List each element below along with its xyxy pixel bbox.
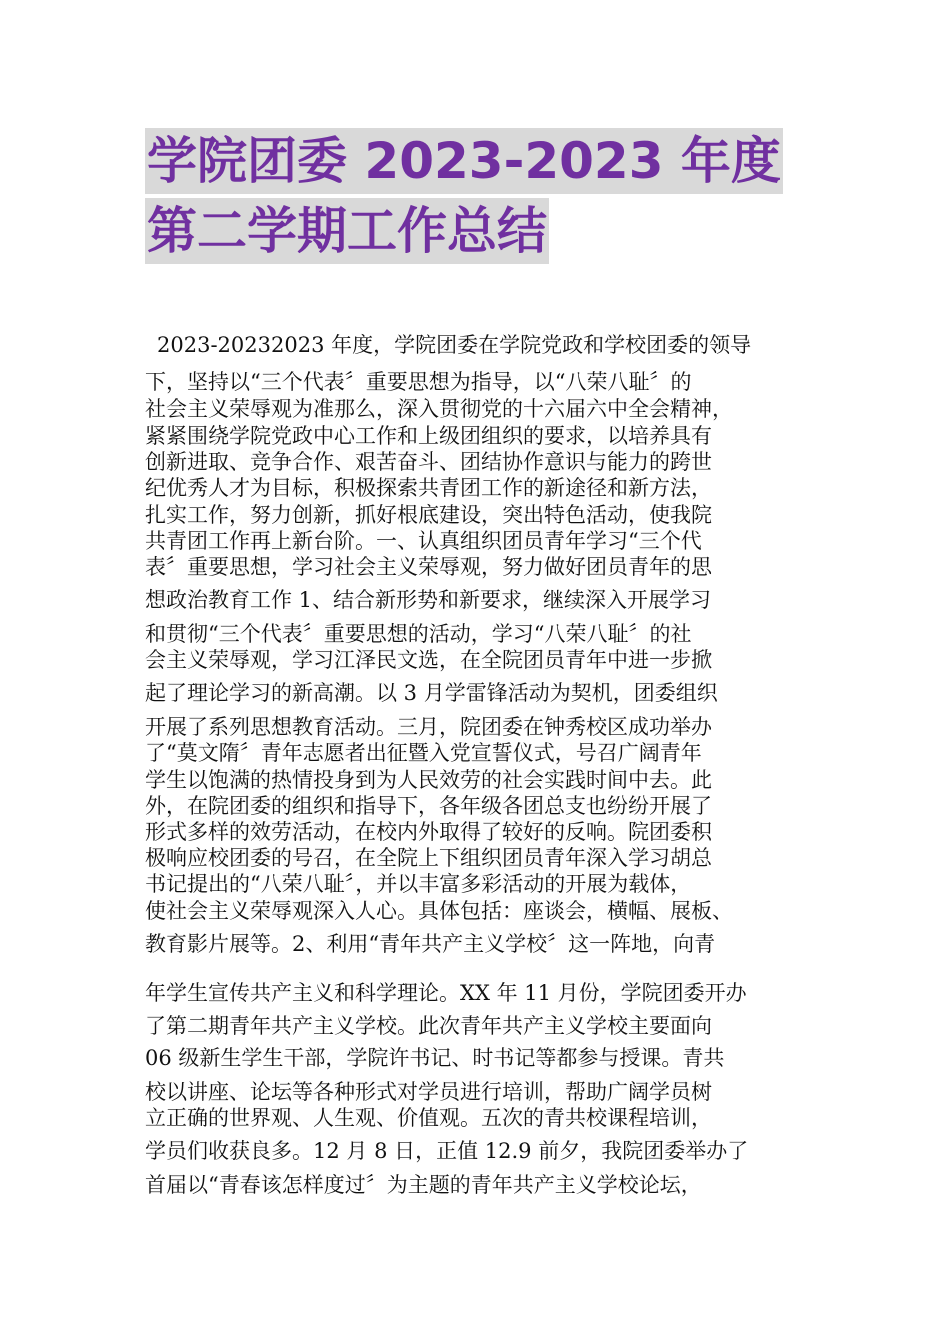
body-line: 校以讲座、论坛等各种形式对学员进行培训，帮助广阔学员树: [145, 1080, 712, 1104]
body-line: 06 级新生学生干部，学院许书记、时书记等都参与授课。青共: [145, 1046, 725, 1070]
body-line: 共青团工作再上新台阶。一、认真组织团员青年学习“三个代: [145, 529, 702, 553]
body-line: 立正确的世界观、人生观、价值观。五次的青共校课程培训，: [145, 1106, 712, 1130]
body-line: 扎实工作，努力创新，抓好根底建设，突出特色活动，使我院: [145, 503, 712, 527]
body-line: 表〞重要思想，学习社会主义荣辱观，努力做好团员青年的思: [145, 555, 712, 579]
body-line: 开展了系列思想教育活动。三月，院团委在钟秀校区成功举办: [145, 715, 712, 739]
body-line: 教育影片展等。2、利用“青年共产主义学校〞这一阵地，向青: [145, 932, 716, 956]
document-title: [145, 128, 845, 268]
body-line: 首届以“青春该怎样度过〞为主题的青年共产主义学校论坛，: [145, 1173, 702, 1197]
body-line: 年学生宣传共产主义和科学理论。XX 年 11 月份，学院团委开办: [145, 981, 747, 1005]
body-line: 了第二期青年共产主义学校。此次青年共产主义学校主要面向: [145, 1014, 712, 1038]
body-line: 和贯彻“三个代表〞重要思想的活动，学习“八荣八耻〞的社: [145, 622, 692, 646]
body-line: 书记提出的“八荣八耻〞，并以丰富多彩活动的开展为载体，: [145, 872, 692, 896]
body-line: 起了理论学习的新高潮。以 3 月学雷锋活动为契机，团委组织: [145, 681, 718, 705]
body-line: 纪优秀人才为目标，积极探索共青团工作的新途径和新方法，: [145, 476, 712, 500]
body-line: 学员们收获良多。12 月 8 日，正值 12.9 前夕，我院团委举办了: [145, 1139, 749, 1163]
body-line: 学生以饱满的热情投身到为人民效劳的社会实践时间中去。此: [145, 768, 712, 792]
body-line: 社会主义荣辱观为准那么，深入贯彻党的十六届六中全会精神，: [145, 397, 733, 421]
body-line: 会主义荣辱观，学习江泽民文选，在全院团员青年中进一步掀: [145, 648, 712, 672]
body-line: 了“莫文隋〞青年志愿者出征暨入党宣誓仪式，号召广阔青年: [145, 741, 702, 765]
title-line-2: 第二学期工作总结: [145, 198, 549, 264]
title-line-1: 学院团委 2023-2023 年度: [145, 128, 783, 194]
body-line: 紧紧围绕学院党政中心工作和上级团组织的要求，以培养具有: [145, 424, 712, 448]
body-line: 形式多样的效劳活动，在校内外取得了较好的反响。院团委积: [145, 820, 712, 844]
body-line: 下，坚持以“三个代表〞重要思想为指导，以“八荣八耻〞的: [145, 370, 692, 394]
body-line: 使社会主义荣辱观深入人心。具体包括：座谈会，横幅、展板、: [145, 899, 733, 923]
body-line: 极响应校团委的号召，在全院上下组织团员青年深入学习胡总: [145, 846, 712, 870]
body-line: 想政治教育工作 1、结合新形势和新要求，继续深入开展学习: [145, 588, 712, 612]
body-line: 创新进取、竞争合作、艰苦奋斗、团结协作意识与能力的跨世: [145, 450, 712, 474]
body-line: 外，在院团委的组织和指导下，各年级各团总支也纷纷开展了: [145, 794, 712, 818]
body-line: 2023-20232023 年度，学院团委在学院党政和学校团委的领导: [157, 333, 752, 357]
